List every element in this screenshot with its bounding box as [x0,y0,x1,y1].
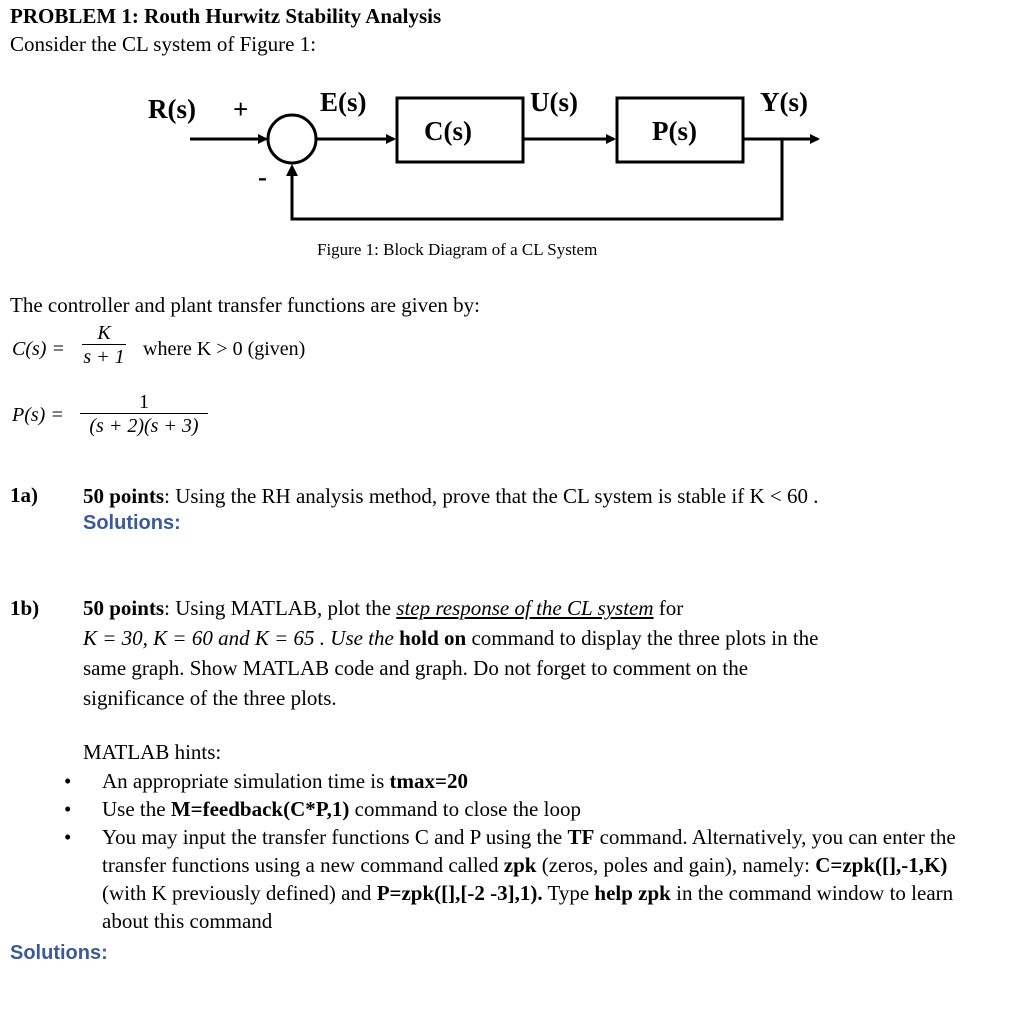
problem-title: PROBLEM 1: Routh Hurwitz Stability Analysis [10,4,442,28]
c-fraction [82,322,126,369]
hint1-bold: tmax=20 [389,769,468,793]
q1b-line2 [83,623,983,653]
hint2-text-a: Use the [102,797,171,821]
hint1-text: An appropriate simulation time is [102,769,390,793]
hint3-a: You may input the transfer functions C and P using the [102,825,568,849]
c-numerator: K [82,322,126,345]
bullet-icon: • [64,769,72,793]
output-label: Y(s) [760,87,808,117]
minus-sign: - [258,162,267,192]
q1b-line2-a: K = 30, K = 60 and K = 65 . Use the [83,626,400,650]
hint3-k: in the command window to learn about this command [102,881,954,933]
hint3-j: help zpk [594,881,671,905]
hint3-h: P=zpk([],[-2 -3],1). [376,881,543,905]
hint3-d: zpk [503,853,537,877]
q1a-body: : Using the RH analysis method, prove that the CL system is stable if K < 60 . [164,484,819,508]
p-lhs: P(s) = [12,404,64,426]
hint-item [62,767,992,795]
hint3-f: C=zpk([],-1,K) [815,853,948,877]
q1b-text-a: : Using MATLAB, plot the [164,596,397,620]
bullet-icon: • [64,797,72,821]
hint3-e: (zeros, poles and gain), namely: [536,853,816,877]
hint3-b: TF [567,825,595,849]
hints-list [62,767,992,935]
q1b-text [83,593,983,713]
q1b-line2-b: command to display the three plots in the [466,626,819,650]
error-label: E(s) [320,87,367,117]
q1b-number: 1b) [10,596,40,620]
hint3-i: Type [542,881,595,905]
q1a-text [83,481,983,511]
bullet-icon: • [64,825,72,849]
plant-label: P(s) [652,116,697,146]
c-condition: where K > 0 (given) [143,338,306,360]
q1b-line4: significance of the three plots. [83,686,337,710]
hint3-g: (with K previously defined) and [102,881,377,905]
c-denominator: s + 1 [83,346,125,368]
controller-label: C(s) [424,116,472,146]
q1a-solutions: Solutions: [83,512,181,534]
hint-item [62,795,992,823]
q1b-text-b: for [653,596,684,620]
p-numerator: 1 [80,391,208,414]
q1b-hold-on: hold on [399,626,467,650]
q1b-link: step response of the CL system [396,596,654,620]
figure-caption: Figure 1: Block Diagram of a CL System [317,240,598,259]
problem-intro: Consider the CL system of Figure 1: [10,32,317,56]
hints-heading: MATLAB hints: [83,740,222,764]
final-solutions: Solutions: [10,942,108,964]
p-fraction [80,391,208,438]
q1a-points: 50 points [83,484,165,508]
q1b-points: 50 points [83,596,165,620]
q1b-line3: same graph. Show MATLAB code and graph. Do not forget to comment on the [83,656,749,680]
hint2-text-c: command to close the loop [349,797,581,821]
input-label: R(s) [148,94,196,124]
tf-intro: The controller and plant transfer functions are given by: [10,293,480,317]
p-denominator: (s + 2)(s + 3) [89,415,199,437]
feedback-arrowhead [286,164,298,176]
plus-sign: + [233,94,249,124]
block-diagram [0,78,1013,238]
q1a-number: 1a) [10,483,38,507]
q1b-line1 [83,593,983,623]
summing-junction [268,115,316,163]
c-lhs: C(s) = [12,338,65,360]
control-label: U(s) [530,87,578,117]
hint2-bold: M=feedback(C*P,1) [170,797,350,821]
hint-item [62,823,992,935]
hint3-c: command. Alternatively, you can enter the transfer functions using a new command called [102,825,956,877]
